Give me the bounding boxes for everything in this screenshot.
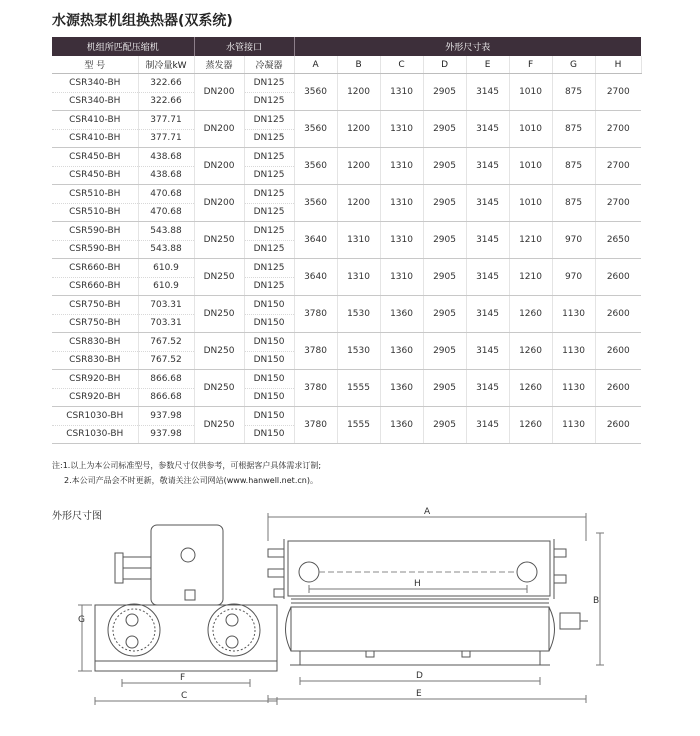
model-cell: CSR920-BH [52, 370, 138, 389]
model-cell: CSR920-BH [52, 388, 138, 407]
model-cell: CSR590-BH [52, 240, 138, 259]
dim-f-cell: 1210 [509, 259, 552, 296]
capacity-cell: 703.31 [138, 314, 194, 333]
capacity-cell: 543.88 [138, 240, 194, 259]
dim-h-cell: 2700 [595, 185, 641, 222]
end-view [78, 525, 277, 705]
heat-exchanger-spec-table [52, 37, 642, 444]
model-cell: CSR450-BH [52, 148, 138, 167]
condenser-cell: DN125 [244, 203, 294, 222]
capacity-cell: 866.68 [138, 388, 194, 407]
model-cell: CSR830-BH [52, 333, 138, 352]
dim-c-cell: 1360 [380, 333, 423, 370]
dim-e-cell: 3145 [466, 111, 509, 148]
model-cell: CSR340-BH [52, 74, 138, 93]
table-row [52, 185, 641, 204]
dim-c-cell: 1360 [380, 370, 423, 407]
dim-d-cell: 2905 [423, 222, 466, 259]
note-2: 2.本公司产品会不时更新，敬请关注公司网站(www.hanwell.net.cn)。 [64, 476, 318, 485]
dim-b-cell: 1555 [337, 370, 380, 407]
condenser-cell: DN150 [244, 370, 294, 389]
dim-label-d: D [416, 671, 423, 681]
model-cell: CSR410-BH [52, 111, 138, 130]
end-view-left-flange [108, 604, 160, 656]
capacity-cell: 767.52 [138, 333, 194, 352]
capacity-cell: 470.68 [138, 203, 194, 222]
dim-e-cell: 3145 [466, 74, 509, 111]
dim-h-cell: 2600 [595, 296, 641, 333]
dim-a-cell: 3780 [294, 296, 337, 333]
capacity-cell: 866.68 [138, 370, 194, 389]
dim-e-cell: 3145 [466, 259, 509, 296]
dim-d-cell: 2905 [423, 333, 466, 370]
dim-label-e: E [416, 689, 422, 699]
condenser-cell: DN125 [244, 129, 294, 148]
dim-h-cell: 2600 [595, 333, 641, 370]
condenser-cell: DN125 [244, 259, 294, 278]
dim-g-cell: 1130 [552, 333, 595, 370]
capacity-cell: 322.66 [138, 92, 194, 111]
side-view-lower-shell [291, 607, 549, 651]
capacity-cell: 377.71 [138, 129, 194, 148]
condenser-cell: DN125 [244, 111, 294, 130]
model-cell: CSR750-BH [52, 314, 138, 333]
dim-e-cell: 3145 [466, 370, 509, 407]
dim-a-cell: 3780 [294, 333, 337, 370]
dim-d-cell: 2905 [423, 296, 466, 333]
side-view-outlet [560, 613, 580, 629]
header-compressor: 机组所匹配压缩机 [52, 37, 194, 56]
evaporator-cell: DN250 [194, 370, 244, 407]
condenser-cell: DN150 [244, 333, 294, 352]
table-row [52, 222, 641, 241]
dim-b-cell: 1530 [337, 333, 380, 370]
dim-d-cell: 2905 [423, 185, 466, 222]
model-cell: CSR1030-BH [52, 407, 138, 426]
dim-g-cell: 1130 [552, 407, 595, 444]
condenser-cell: DN125 [244, 185, 294, 204]
capacity-cell: 543.88 [138, 222, 194, 241]
dim-c-cell: 1310 [380, 185, 423, 222]
condenser-cell: DN150 [244, 296, 294, 315]
dim-e-cell: 3145 [466, 148, 509, 185]
note-1: 注:1.以上为本公司标准型号，参数尺寸仅供参考，可根据客户具体需求订制; [52, 461, 322, 470]
col-b: B [337, 56, 380, 74]
dim-f-cell: 1010 [509, 111, 552, 148]
dim-d-cell: 2905 [423, 407, 466, 444]
model-cell: CSR510-BH [52, 185, 138, 204]
model-cell: CSR1030-BH [52, 425, 138, 444]
dim-h-cell: 2700 [595, 111, 641, 148]
dim-b-cell: 1310 [337, 222, 380, 259]
model-cell: CSR340-BH [52, 92, 138, 111]
end-view-top-box [151, 525, 223, 605]
dim-h-cell: 2600 [595, 370, 641, 407]
dim-c-cell: 1360 [380, 296, 423, 333]
condenser-cell: DN125 [244, 92, 294, 111]
capacity-cell: 438.68 [138, 166, 194, 185]
evaporator-cell: DN200 [194, 74, 244, 111]
dim-e-cell: 3145 [466, 296, 509, 333]
end-view-small-port [185, 590, 195, 600]
dim-g-cell: 1130 [552, 370, 595, 407]
model-cell: CSR830-BH [52, 351, 138, 370]
evaporator-cell: DN250 [194, 296, 244, 333]
dim-f-cell: 1260 [509, 370, 552, 407]
dim-h-cell: 2700 [595, 74, 641, 111]
col-d: D [423, 56, 466, 74]
condenser-cell: DN125 [244, 277, 294, 296]
table-row [52, 148, 641, 167]
dim-f-cell: 1210 [509, 222, 552, 259]
model-cell: CSR450-BH [52, 166, 138, 185]
dim-d-cell: 2905 [423, 111, 466, 148]
dim-h-cell: 2700 [595, 148, 641, 185]
dim-a-cell: 3560 [294, 74, 337, 111]
dim-f-cell: 1010 [509, 74, 552, 111]
col-c: C [380, 56, 423, 74]
col-model: 型 号 [52, 56, 138, 74]
end-view-right-flange [208, 604, 260, 656]
side-view-right-port [517, 562, 537, 582]
condenser-cell: DN125 [244, 166, 294, 185]
evaporator-cell: DN250 [194, 259, 244, 296]
capacity-cell: 470.68 [138, 185, 194, 204]
dim-e-cell: 3145 [466, 185, 509, 222]
table-row [52, 333, 641, 352]
side-view-left-port [299, 562, 319, 582]
table-row [52, 74, 641, 93]
dim-f-cell: 1260 [509, 296, 552, 333]
capacity-cell: 438.68 [138, 148, 194, 167]
dim-h-cell: 2600 [595, 259, 641, 296]
dim-a-cell: 3560 [294, 111, 337, 148]
col-condenser: 冷凝器 [244, 56, 294, 74]
table-row [52, 296, 641, 315]
notes [52, 458, 321, 488]
capacity-cell: 767.52 [138, 351, 194, 370]
model-cell: CSR660-BH [52, 259, 138, 278]
dim-b-cell: 1200 [337, 148, 380, 185]
table-row [52, 370, 641, 389]
dim-h-cell: 2650 [595, 222, 641, 259]
dim-g-cell: 875 [552, 148, 595, 185]
condenser-cell: DN150 [244, 351, 294, 370]
col-evaporator: 蒸发器 [194, 56, 244, 74]
dim-d-cell: 2905 [423, 259, 466, 296]
dim-g-cell: 875 [552, 111, 595, 148]
dim-g-cell: 970 [552, 222, 595, 259]
col-capacity: 制冷量kW [138, 56, 194, 74]
header-water-pipe: 水管接口 [194, 37, 294, 56]
dim-label-f: F [180, 673, 186, 683]
dim-b-cell: 1200 [337, 74, 380, 111]
dim-a-cell: 3780 [294, 407, 337, 444]
dim-c-cell: 1310 [380, 111, 423, 148]
evaporator-cell: DN250 [194, 222, 244, 259]
end-view-top-port [181, 548, 195, 562]
evaporator-cell: DN250 [194, 333, 244, 370]
dim-g-cell: 1130 [552, 296, 595, 333]
dim-b-cell: 1310 [337, 259, 380, 296]
condenser-cell: DN125 [244, 148, 294, 167]
dim-label-c: C [181, 691, 188, 701]
dim-g-cell: 875 [552, 74, 595, 111]
dim-c-cell: 1310 [380, 148, 423, 185]
dim-label-h: H [414, 579, 421, 589]
model-cell: CSR510-BH [52, 203, 138, 222]
dim-g-cell: 970 [552, 259, 595, 296]
dim-d-cell: 2905 [423, 370, 466, 407]
drawing-label: 外形尺寸图 [52, 511, 102, 522]
dim-d-cell: 2905 [423, 148, 466, 185]
dim-a-cell: 3640 [294, 222, 337, 259]
dim-b-cell: 1200 [337, 111, 380, 148]
dim-d-cell: 2905 [423, 74, 466, 111]
dim-c-cell: 1310 [380, 259, 423, 296]
capacity-cell: 937.98 [138, 425, 194, 444]
capacity-cell: 377.71 [138, 111, 194, 130]
table-row [52, 407, 641, 426]
dim-a-cell: 3560 [294, 148, 337, 185]
capacity-cell: 937.98 [138, 407, 194, 426]
evaporator-cell: DN250 [194, 407, 244, 444]
dim-b-cell: 1555 [337, 407, 380, 444]
dim-label-a: A [424, 507, 431, 517]
condenser-cell: DN150 [244, 314, 294, 333]
capacity-cell: 610.9 [138, 277, 194, 296]
condenser-cell: DN125 [244, 74, 294, 93]
col-e: E [466, 56, 509, 74]
evaporator-cell: DN200 [194, 185, 244, 222]
end-view-nozzle-flange [115, 553, 123, 583]
model-cell: CSR660-BH [52, 277, 138, 296]
header-dimensions: 外形尺寸表 [294, 37, 641, 56]
dim-e-cell: 3145 [466, 222, 509, 259]
dim-f-cell: 1260 [509, 333, 552, 370]
dim-h-cell: 2600 [595, 407, 641, 444]
table-row [52, 259, 641, 278]
page-title: 水源热泵机组换热器(双系统) [52, 13, 233, 29]
capacity-cell: 703.31 [138, 296, 194, 315]
outline-drawing [0, 495, 700, 736]
model-cell: CSR590-BH [52, 222, 138, 241]
dim-label-b: B [593, 596, 600, 606]
dim-c-cell: 1310 [380, 222, 423, 259]
dim-label-g: G [78, 615, 85, 625]
evaporator-cell: DN200 [194, 148, 244, 185]
dim-c-cell: 1360 [380, 407, 423, 444]
dim-f-cell: 1010 [509, 148, 552, 185]
evaporator-cell: DN200 [194, 111, 244, 148]
col-g: G [552, 56, 595, 74]
dim-a-cell: 3560 [294, 185, 337, 222]
condenser-cell: DN125 [244, 240, 294, 259]
capacity-cell: 610.9 [138, 259, 194, 278]
capacity-cell: 322.66 [138, 74, 194, 93]
dim-a-cell: 3780 [294, 370, 337, 407]
dim-g-cell: 875 [552, 185, 595, 222]
dim-a-cell: 3640 [294, 259, 337, 296]
col-f: F [509, 56, 552, 74]
model-cell: CSR410-BH [52, 129, 138, 148]
dim-f-cell: 1010 [509, 185, 552, 222]
col-a: A [294, 56, 337, 74]
dim-b-cell: 1200 [337, 185, 380, 222]
col-h: H [595, 56, 641, 74]
condenser-cell: DN150 [244, 425, 294, 444]
condenser-cell: DN150 [244, 388, 294, 407]
table-row [52, 111, 641, 130]
dim-f-cell: 1260 [509, 407, 552, 444]
side-view [268, 507, 604, 703]
condenser-cell: DN125 [244, 222, 294, 241]
dim-b-cell: 1530 [337, 296, 380, 333]
dim-c-cell: 1310 [380, 74, 423, 111]
dim-e-cell: 3145 [466, 407, 509, 444]
dim-e-cell: 3145 [466, 333, 509, 370]
model-cell: CSR750-BH [52, 296, 138, 315]
condenser-cell: DN150 [244, 407, 294, 426]
